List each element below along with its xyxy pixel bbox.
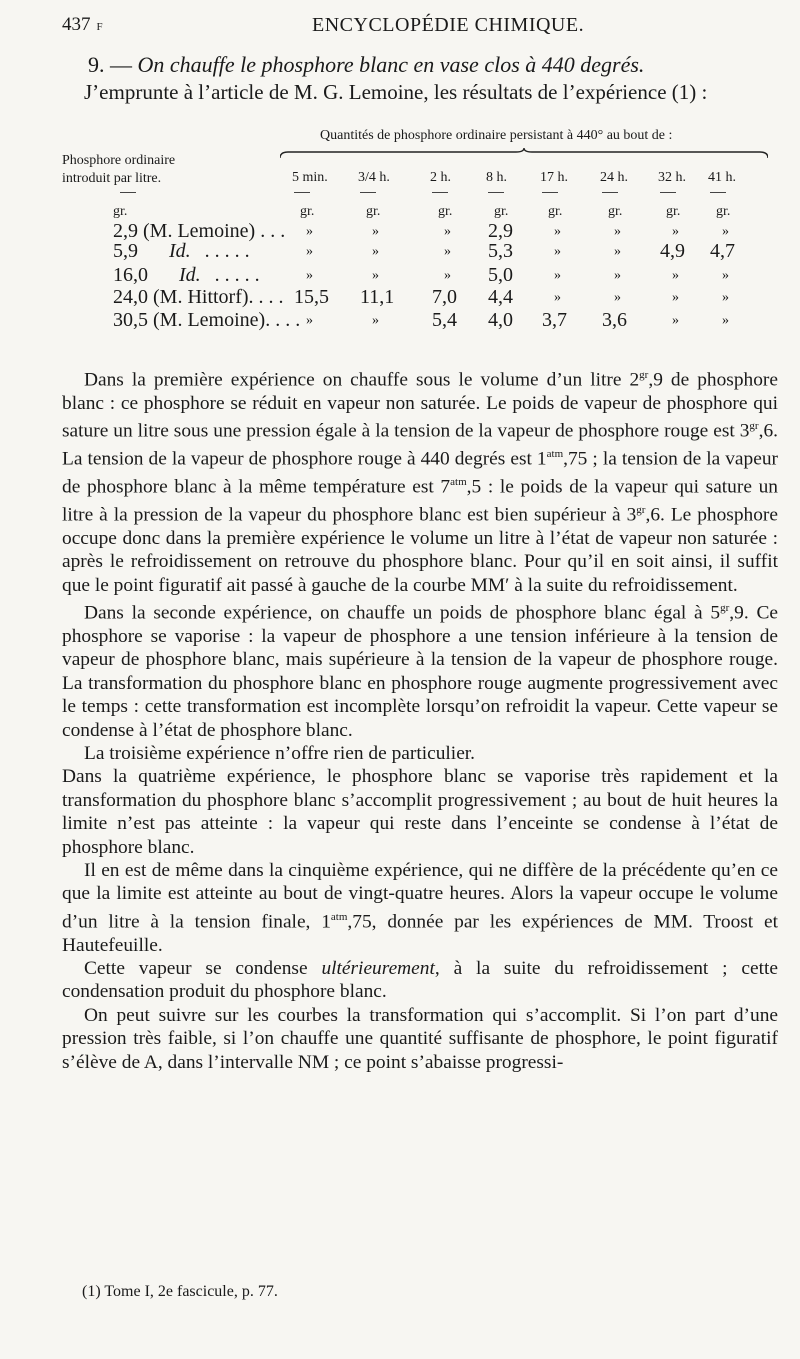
unit-label: gr.	[366, 204, 381, 219]
page-number: 437 F	[62, 14, 103, 35]
table-cell: »	[672, 224, 679, 239]
row-amount: 5,9	[113, 240, 143, 262]
section-mark: F	[96, 21, 103, 33]
row-source: Id.	[169, 240, 191, 262]
row-label	[113, 264, 260, 287]
time-header: 2 h.	[430, 170, 451, 185]
row-source: (M. Hittorf). . . .	[153, 286, 284, 308]
body-text	[62, 364, 778, 1074]
table-cell: »	[306, 224, 313, 239]
row-leader-dots: . . . . .	[214, 264, 260, 286]
table-cell: 4,4	[488, 286, 513, 308]
table-cell: 2,9	[488, 220, 513, 242]
body-paragraph: Il en est de même dans la cinquième expérience, qui ne diffère de la précédente qu’en ce que la limite est atteinte au bout de vingt-quatre heures. Alors la vapeur occupe le volume d’un litre à la tension finale, $1^{atm},75$, donnée par les expériences de MM. Troost et Hautefeuille.	[62, 859, 778, 956]
body-paragraph: On peut suivre sur les courbes la transformation qui s’accomplit. Si l’on part d’une pression très faible, si l’on chauffe une quantité suffisante de phosphore, le point figuratif s’élève de A, dans l’intervalle NM ; ce point s’abaisse progressi-	[62, 1004, 778, 1073]
header-dash	[432, 192, 448, 193]
row-source: (M. Lemoine). . . .	[153, 309, 301, 331]
table-cell: 4,7	[710, 240, 735, 262]
header-dash	[120, 192, 136, 193]
table-cell: »	[444, 244, 451, 259]
time-header: 3/4 h.	[358, 170, 390, 185]
table-cell: »	[372, 244, 379, 259]
section-number: 9. —	[88, 52, 132, 77]
header-dash	[542, 192, 558, 193]
row-label	[113, 240, 250, 263]
table-cell: 5,0	[488, 264, 513, 286]
table-row	[0, 309, 800, 331]
time-headers	[0, 170, 800, 190]
time-header: 32 h.	[658, 170, 686, 185]
table-cell: »	[444, 224, 451, 239]
table-cell: »	[554, 244, 561, 259]
header-dash	[710, 192, 726, 193]
table-cell: 3,7	[542, 309, 567, 331]
body-paragraph: Dans la quatrième expérience, le phosphore blanc se vaporise très rapidement et la transformation du phosphore blanc s’accomplit progressivement ; au bout de huit heures la limite n’est pas atteinte : la vapeur qui reste dans l’enceinte se condense à l’état de phosphore blanc.	[62, 766, 778, 858]
body-paragraph: Dans la seconde expérience, on chauffe un poids de phosphore blanc égal à $5^{gr},9$. Ce phosphore se vaporise : la vapeur de phosphore a une tension inférieure à la tension de vapeur de phosphore blanc, mais supérieure à la tension de la vapeur de phosphore rouge. La transformation du phosphore blanc en phosphore rouge augmente progressivement avec le temps : cette transformation est incomplète lorsqu’on refroidit la vapeur. Cette vapeur se condense à l’état de phosphore blanc.	[62, 602, 778, 741]
running-title: ENCYCLOPÉDIE CHIMIQUE.	[312, 14, 585, 36]
body-paragraph: Cette vapeur se condense ultérieurement, à la suite du refroidissement ; cette condensation produit du phosphore blanc.	[62, 958, 778, 1003]
table-cell: »	[614, 244, 621, 259]
header-dash	[602, 192, 618, 193]
left-header-line2: introduit par litre.	[62, 171, 162, 186]
time-header: 8 h.	[486, 170, 507, 185]
unit-label: gr.	[494, 204, 509, 219]
table-cell: 11,1	[360, 286, 395, 308]
caption-brace	[280, 148, 768, 160]
footnote: (1) Tome I, 2e fascicule, p. 77.	[82, 1283, 278, 1300]
unit-label: gr.	[666, 204, 681, 219]
table-cell: 4,9	[660, 240, 685, 262]
table-caption: Quantités de phosphore ordinaire persistant à 440° au bout de :	[320, 128, 673, 143]
row-amount: 24,0	[113, 286, 153, 308]
table-row	[0, 240, 800, 262]
unit-label: gr.	[608, 204, 623, 219]
table-cell: »	[614, 268, 621, 283]
table-cell: »	[444, 268, 451, 283]
header-dash	[360, 192, 376, 193]
body-paragraph: La troisième expérience n’offre rien de particulier.	[84, 742, 476, 764]
table-cell: »	[614, 224, 621, 239]
table-cell: 5,3	[488, 240, 513, 262]
table-cell: »	[306, 244, 313, 259]
time-header: 17 h.	[540, 170, 568, 185]
row-label	[113, 286, 284, 309]
table-cell: »	[672, 313, 679, 328]
table-cell: »	[614, 290, 621, 305]
time-header: 5 min.	[292, 170, 328, 185]
table-cell: »	[554, 290, 561, 305]
table-cell: »	[722, 313, 729, 328]
section-heading	[88, 52, 644, 78]
table-cell: »	[306, 313, 313, 328]
body-paragraph: Dans la première expérience on chauffe sous le volume d’un litre $2^{gr},9$ de phosphore blanc : ce phosphore se réduit en vapeur non saturée. Le poids de vapeur de phosphore qui sature un litre sous une pression égale à la tension de la vapeur de phosphore rouge est $3^{gr},6$. La tension de la vapeur de phosphore rouge à 440 degrés est $1^{atm},75$ ; la tension de la vapeur de phosphore blanc à la même température est $7^{atm},5$ : le poids de la vapeur qui sature un litre à la pression de la vapeur du phosphore blanc est bien supérieur à $3^{gr},6$. Le phosphore occupe donc dans la première expérience le volume un litre à l’état de vapeur non saturée : après le refroidissement on retrouve du phosphore blanc. Pour qu’il en soit ainsi, il suffit que le point figuratif ait passé à gauche de la courbe MM′ à la suite du refroidissement.	[62, 369, 778, 596]
header-dash	[294, 192, 310, 193]
table-cell: 5,4	[432, 309, 457, 331]
table-row	[0, 220, 800, 242]
unit-label: gr.	[716, 204, 731, 219]
unit-label: gr.	[548, 204, 563, 219]
row-label	[113, 309, 300, 332]
table-cell: 3,6	[602, 309, 627, 331]
table-cell: »	[554, 224, 561, 239]
row-leader-dots: . . . . .	[204, 240, 250, 262]
header-dash	[660, 192, 676, 193]
table-cell: »	[372, 224, 379, 239]
time-header: 24 h.	[600, 170, 628, 185]
table-cell: »	[306, 268, 313, 283]
table-cell: 4,0	[488, 309, 513, 331]
row-source: (M. Lemoine) . . .	[143, 220, 286, 242]
table-cell: »	[372, 313, 379, 328]
unit-label: gr.	[113, 204, 128, 219]
table-cell: 7,0	[432, 286, 457, 308]
table-cell: »	[554, 268, 561, 283]
intro-sentence: J’emprunte à l’article de M. G. Lemoine, les résultats de l’expérience (1) :	[84, 80, 708, 104]
header-dashes	[0, 188, 800, 198]
table-cell: »	[722, 290, 729, 305]
unit-label: gr.	[300, 204, 315, 219]
table-cell: »	[372, 268, 379, 283]
table-row	[0, 264, 800, 286]
section-title: On chauffe le phosphore blanc en vase clos à 440 degrés.	[137, 52, 645, 77]
row-amount: 30,5	[113, 309, 153, 331]
header-dash	[488, 192, 504, 193]
row-source: Id.	[179, 264, 201, 286]
table-cell: »	[722, 268, 729, 283]
row-amount: 2,9	[113, 220, 143, 242]
table-cell: »	[722, 224, 729, 239]
table-cell: »	[672, 268, 679, 283]
page-header	[62, 14, 760, 42]
table-cell: »	[672, 290, 679, 305]
row-amount: 16,0	[113, 264, 153, 286]
unit-label: gr.	[438, 204, 453, 219]
table-cell: 15,5	[294, 286, 329, 308]
left-header-line1: Phosphore ordinaire	[62, 153, 176, 168]
table-row	[0, 286, 800, 308]
time-header: 41 h.	[708, 170, 736, 185]
